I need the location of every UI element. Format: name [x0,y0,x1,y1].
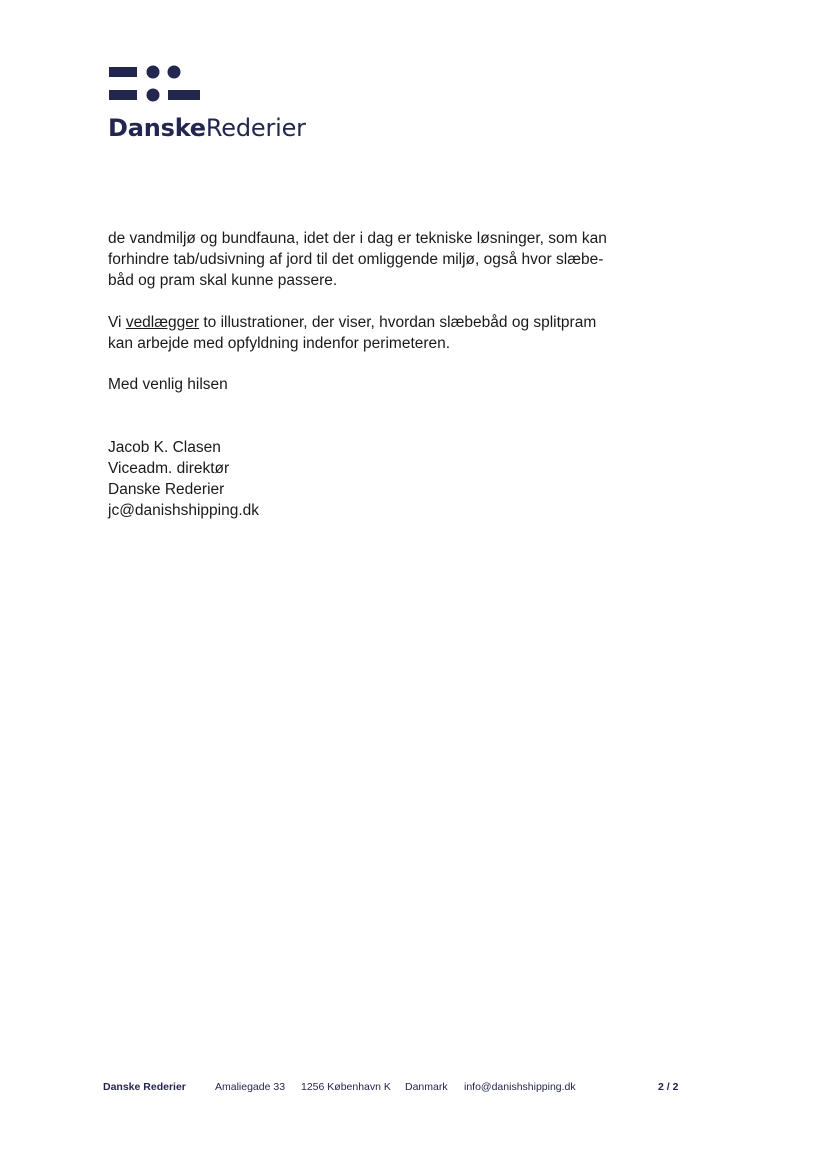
company-logo-wordmark [108,114,306,142]
paragraph-2 [108,312,648,354]
paragraph-2-line-2: kan arbejde med opfyldning indenfor perimeteren. [108,335,451,352]
footer-email: info@danishshipping.dk [464,1081,576,1093]
signature-block [108,437,259,521]
signature-email: jc@danishshipping.dk [108,502,260,519]
page-number: 2 / 2 [658,1081,679,1093]
attachment-link[interactable]: vedlægger [125,314,200,331]
signature-name: Jacob K. Clasen [108,439,221,456]
footer-street: Amaliegade 33 [215,1081,286,1093]
signature-title: Viceadm. direktør [108,460,230,477]
footer-organization: Danske Rederier [103,1081,186,1093]
paragraph-1-line-3: båd og pram skal kunne passere. [108,272,338,289]
footer-country: Danmark [405,1081,448,1093]
logo-brand-bold: Danske [108,114,206,142]
letter-body [108,228,648,354]
signature-organization: Danske Rederier [108,481,225,498]
paragraph-2-start: Vi [108,314,126,331]
company-logo-icon [108,62,202,102]
closing-salutation: Med venlig hilsen [108,376,228,393]
paragraph-2-line-1-rest: to illustrationer, der viser, hvordan slæbebåd og splitpram [199,314,597,331]
paragraph-1-line-1: de vandmiljø og bundfauna, idet der i dag er tekniske løsninger, som kan [108,230,607,247]
paragraph-1 [108,228,648,291]
logo-brand-regular: Rederier [205,114,306,142]
paragraph-1-line-2: forhindre tab/udsivning af jord til det omliggende miljø, også hvor slæbe- [108,251,604,268]
footer-city: 1256 København K [301,1081,391,1093]
